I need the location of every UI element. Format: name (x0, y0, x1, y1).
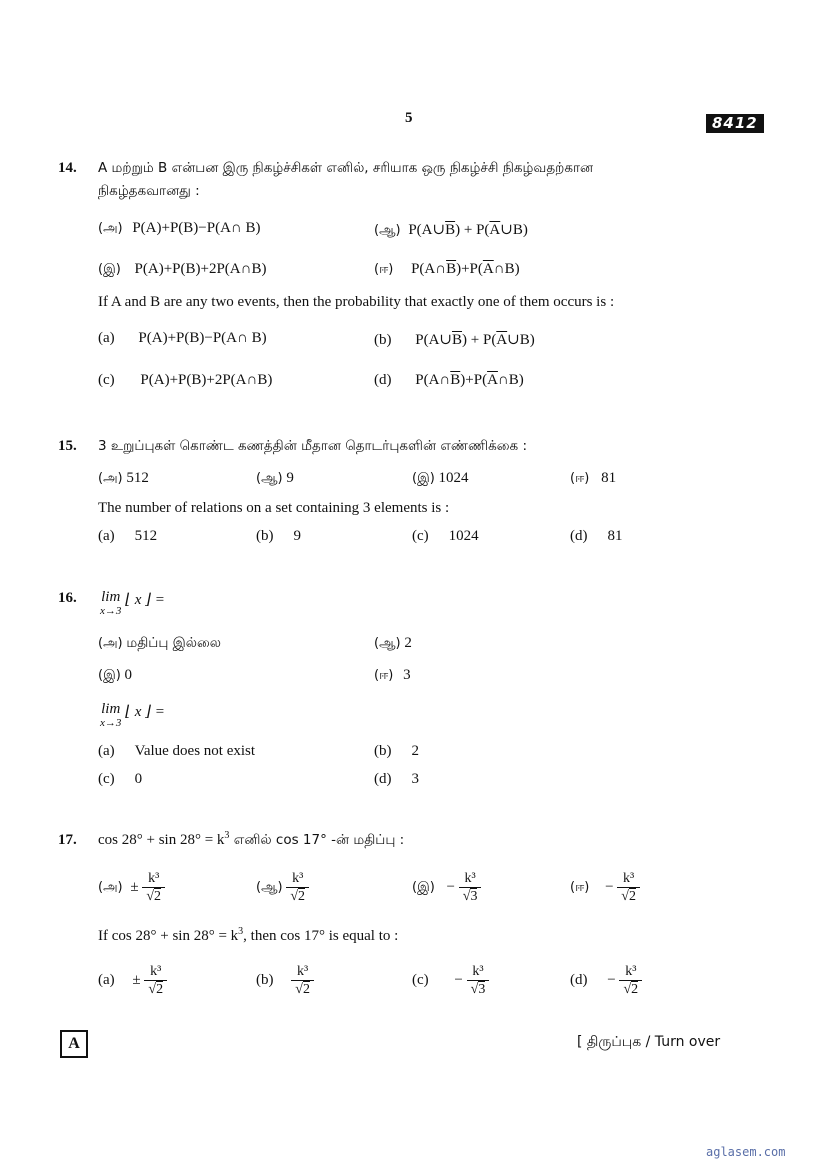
question-number-14: 14. (58, 160, 77, 176)
limit-operator (100, 590, 121, 618)
denominator: √2 (142, 887, 165, 905)
q17-ta-option-a[interactable] (98, 870, 165, 905)
q14-tamil-line-1: A மற்றும் B என்பன இரு நிகழ்ச்சிகள் எனில், சரியாக ஒரு நிகழ்ச்சி நிகழ்வதற்கான (98, 160, 594, 176)
option-value: 1024 (438, 470, 469, 486)
option-value: 0 (124, 667, 133, 683)
option-label: (a) (98, 330, 115, 346)
question-prefix: cos 28° + sin 28° = k (98, 832, 225, 848)
q14-ta-option-c[interactable] (98, 261, 266, 278)
option-expression: P(A)+P(B)+2P(A∩B) (134, 261, 267, 277)
option-label: (d) (570, 528, 588, 544)
option-value: 81 (601, 470, 617, 486)
limit-expression: ⌊ x ⌋ = (125, 592, 165, 608)
denominator: √2 (619, 980, 642, 998)
option-label: (c) (412, 971, 429, 988)
lim-word: lim (101, 589, 121, 605)
option-label: (b) (256, 971, 274, 988)
option-expression: P(A)+P(B)−P(A∩ B) (138, 330, 267, 346)
numerator: k³ (625, 964, 637, 979)
option-value: 9 (293, 528, 301, 544)
q17-en-option-b[interactable] (256, 963, 314, 998)
option-label: (இ) (98, 262, 121, 277)
option-sign: − (605, 878, 614, 895)
option-expression: P(A)+P(B)+2P(A∩B) (140, 372, 273, 388)
q15-english-question: The number of relations on a set containing 3 elements is : (98, 500, 450, 516)
q17-ta-option-b[interactable] (256, 870, 309, 905)
option-value: 0 (134, 771, 143, 787)
option-label: (இ) (412, 471, 435, 486)
numerator: k³ (148, 871, 160, 886)
question-prefix: If cos 28° + sin 28° = k (98, 928, 239, 944)
q16-ta-option-d[interactable] (374, 667, 411, 684)
watermark: aglasem.com (706, 1145, 786, 1159)
q15-ta-option-b[interactable] (256, 470, 294, 487)
q16-ta-option-a[interactable] (98, 635, 221, 653)
option-expression: $P(A\cap\overline{B})+P(\overline{A}\cap B)$ (415, 372, 524, 388)
numerator: k³ (472, 964, 484, 979)
limit-expression: ⌊ x ⌋ = (125, 704, 165, 720)
q17-ta-option-c[interactable] (412, 870, 481, 905)
option-label: (ஆ) (256, 879, 283, 895)
paper-code: 8412 (706, 114, 764, 133)
q17-en-option-c[interactable] (412, 963, 489, 998)
question-suffix: எனில் cos 17° -ன் மதிப்பு : (229, 832, 405, 848)
option-label: (a) (98, 743, 115, 759)
numerator: k³ (464, 871, 476, 886)
exponent: 3 (238, 926, 244, 937)
fraction (459, 870, 482, 905)
q14-ta-option-b[interactable] (374, 220, 528, 239)
option-label: (b) (374, 743, 392, 759)
q16-tamil-limit (100, 590, 165, 618)
q17-ta-option-d[interactable] (570, 870, 640, 905)
numerator: k³ (296, 964, 309, 979)
question-number-17: 17. (58, 832, 77, 848)
q16-en-option-d[interactable] (374, 771, 419, 788)
denominator: √2 (144, 980, 167, 998)
option-value: 3 (403, 667, 411, 683)
fraction (286, 870, 309, 905)
denominator: √3 (467, 980, 490, 998)
turn-over-note (577, 1034, 720, 1052)
option-label: (c) (412, 528, 429, 544)
q17-en-option-d[interactable] (570, 963, 642, 998)
q15-en-option-b[interactable] (256, 528, 301, 545)
option-value: Value does not exist (134, 743, 256, 759)
option-label: (அ) (98, 221, 123, 236)
option-value: 1024 (448, 528, 479, 544)
page-number: 5 (405, 110, 413, 126)
q14-english-question: If A and B are any two events, then the probability that exactly one of them occurs is : (98, 294, 615, 310)
option-label: (இ) (98, 668, 121, 683)
option-label: (ஆ) (374, 636, 401, 651)
option-label: (b) (256, 528, 274, 544)
radicand: 2 (154, 889, 162, 904)
option-label: (c) (98, 372, 115, 388)
radicand: 3 (470, 889, 478, 904)
q14-ta-option-a[interactable] (98, 220, 261, 237)
q15-ta-option-a[interactable] (98, 470, 149, 487)
q14-en-option-c[interactable] (98, 372, 272, 389)
option-expression: P(A)+P(B)−P(A∩ B) (132, 220, 261, 236)
radicand: 3 (478, 982, 486, 997)
q15-ta-option-d[interactable] (570, 470, 616, 487)
q16-en-option-b[interactable] (374, 743, 419, 760)
q16-ta-option-b[interactable] (374, 635, 412, 652)
option-sign: − (446, 878, 456, 895)
radicand: 2 (156, 982, 164, 997)
q16-english-limit (100, 702, 165, 730)
option-label: (ஈ) (570, 879, 590, 895)
numerator: k³ (292, 871, 304, 886)
denominator: √2 (291, 980, 314, 998)
option-label: (ஆ) (374, 223, 401, 238)
question-number-15: 15. (58, 438, 77, 454)
option-sign: ± (130, 878, 139, 895)
q15-en-option-d[interactable] (570, 528, 623, 545)
option-value: 512 (126, 470, 149, 486)
option-sign: − (607, 971, 616, 988)
q17-en-option-a[interactable] (98, 963, 167, 998)
option-value: 2 (411, 743, 419, 759)
turn-over-text: [ திருப்புக / Turn over (577, 1034, 721, 1050)
q15-ta-option-c[interactable] (412, 470, 469, 487)
option-expression: $P(A\cup\overline{B})$ + $P(\overline{A}\cup B)$ (408, 222, 528, 238)
numerator: k³ (150, 964, 162, 979)
fraction (467, 963, 490, 998)
q14-en-option-d[interactable] (374, 372, 524, 389)
q15-en-option-c[interactable] (412, 528, 479, 545)
option-label: (ஈ) (374, 668, 394, 683)
q16-ta-option-c[interactable] (98, 667, 132, 684)
fraction (619, 963, 642, 998)
fraction (617, 870, 640, 905)
option-label: (அ) (98, 636, 123, 651)
option-value: 2 (404, 635, 412, 651)
limit-operator (100, 702, 121, 730)
question-number-16: 16. (58, 590, 77, 606)
q17-english-question (98, 926, 398, 945)
lim-subscript: x→3 (100, 717, 122, 729)
option-sign: − (454, 971, 463, 988)
q15-en-option-a[interactable] (98, 528, 157, 545)
q16-en-option-c[interactable] (98, 771, 142, 788)
denominator: √2 (617, 887, 640, 905)
option-label: (d) (374, 372, 392, 388)
option-label: (b) (374, 332, 392, 348)
q14-en-option-b[interactable] (374, 330, 535, 349)
lim-word: lim (101, 701, 121, 717)
lim-subscript: x→3 (100, 605, 122, 617)
q15-tamil-question: 3 உறுப்புகள் கொண்ட கணத்தின் மீதான தொடர்புகளின் எண்ணிக்கை : (98, 438, 528, 454)
fraction (144, 963, 167, 998)
denominator: √2 (286, 887, 309, 905)
option-label: (a) (98, 528, 115, 544)
option-value: மதிப்பு இல்லை (126, 635, 221, 651)
option-sign: ± (132, 971, 141, 988)
booklet-version-box: A (60, 1030, 88, 1058)
option-label: (ஈ) (374, 262, 394, 277)
denominator: √3 (459, 887, 482, 905)
option-label: (இ) (412, 879, 435, 895)
option-value: 81 (607, 528, 623, 544)
q14-tamil-line-2: நிகழ்தகவானது : (98, 183, 200, 199)
q16-en-option-a[interactable] (98, 743, 255, 760)
exponent: 3 (224, 830, 230, 841)
q17-tamil-question (98, 830, 404, 850)
option-label: (அ) (98, 471, 123, 486)
option-label: (ஆ) (256, 471, 283, 486)
q14-en-option-a[interactable] (98, 330, 267, 347)
option-label: (d) (374, 771, 392, 787)
q14-ta-option-d[interactable] (374, 261, 520, 278)
numerator: k³ (623, 871, 635, 886)
option-label: (அ) (98, 879, 123, 895)
radicand: 2 (628, 889, 636, 904)
fraction (142, 870, 165, 905)
radicand: 2 (298, 889, 306, 904)
option-label: (ஈ) (570, 471, 590, 486)
option-value: 3 (411, 771, 419, 787)
option-value: 512 (134, 528, 158, 544)
fraction (291, 963, 314, 998)
radicand: 2 (631, 982, 639, 997)
option-label: (a) (98, 971, 115, 988)
radicand: 2 (302, 982, 310, 997)
option-value: 9 (286, 470, 294, 486)
option-label: (c) (98, 771, 115, 787)
option-expression: $P(A\cap\overline{B})+P(\overline{A}\cap B)$ (411, 261, 520, 277)
question-suffix: , then cos 17° is equal to : (243, 928, 399, 944)
option-label: (d) (570, 971, 588, 988)
option-expression: $P(A\cup\overline{B})$ + $P(\overline{A}\cup B)$ (415, 332, 535, 348)
